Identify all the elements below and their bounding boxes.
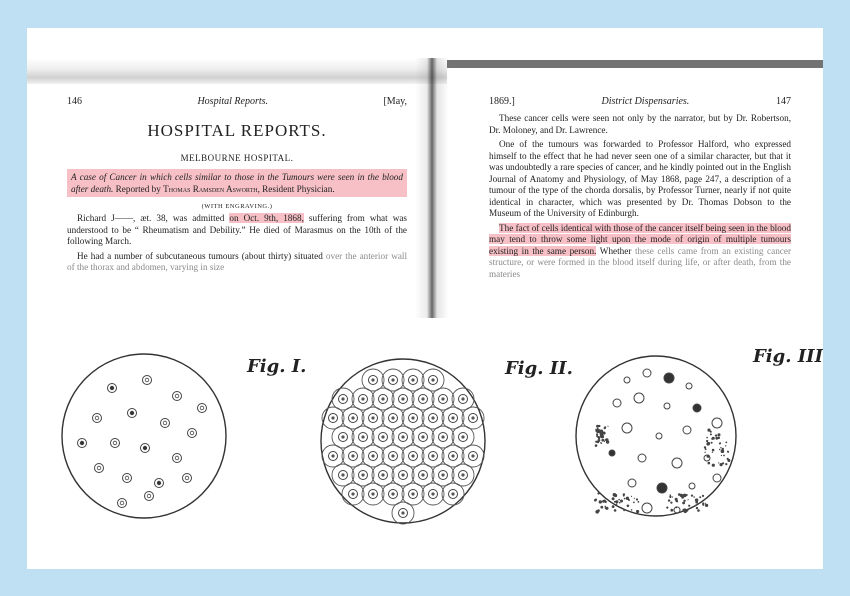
left-running-head [67,96,407,107]
left-page-number: 146 [67,96,82,107]
right-running-title: District Dispensaries. [601,96,690,107]
p3-rest: Whether [596,245,632,256]
p1-start: Richard J——, æt. 38, was admitted [77,213,230,223]
figure-3-circle [576,356,736,516]
figure-1-label: Fig. I. [247,356,307,377]
right-running-head [489,96,791,107]
abstract-role: , Resident Physician. [257,184,335,194]
highlighted-abstract [67,169,407,197]
hospital-heading: MELBOURNE HOSPITAL. [180,153,294,163]
right-paragraph-3 [489,223,791,281]
fig1-cells [78,376,207,508]
fig3-cells [594,369,730,514]
scan-shadow [27,58,447,84]
right-paragraph-2: One of the tumours was forwarded to Professor Halford, who expressed himself to the effect that he had never seen one of a similar character, but that it was undoubtedly a rare species of cancer, and he kindly pointed out in the English Journal of Anatomy and Physiology, of May 1868, page 247, a description of a tumour of the type of the chorda dorsalis, by Professor Turner, nearly if not quite identical in character, which was presented by Dr. Thomas Dobson to the Museum of the University of Edinburgh. [489,139,791,218]
section-title: HOSPITAL REPORTS. [147,121,327,140]
engraving-note: (WITH ENGRAVING.) [201,203,273,210]
p1-end: suffering from what was understood to be “ Rheumatism and Debility.” He died of Marasmus on the 10th of the following March. [67,213,407,246]
right-page-number: 147 [776,96,791,107]
figure-area [27,318,823,558]
abstract-author: Thomas Ramsden Asworth [163,184,258,194]
left-running-date: [May, [383,96,407,107]
abstract-italic: A case of Cancer in which cells similar to those in the Tumours were seen in the blood after death. [71,172,403,194]
right-paragraph-1: These cancer cells were seen not only by the narrator, but by Dr. Robertson, Dr. Moloney, and Dr. Lawrence. [489,113,791,135]
p2-text: He had a number of subcutaneous tumours (about thirty) situated [77,250,323,261]
figure-1-circle [62,354,226,518]
left-running-title: Hospital Reports. [197,96,269,107]
figures-svg [27,318,823,558]
highlighted-date: on Oct. 9th, 1868, [229,213,304,223]
figure-2-label: Fig. II. [505,358,573,379]
figure-3-label: Fig. III [753,346,823,367]
scanned-document [27,28,823,569]
abstract-reported: Reported by [113,184,164,194]
right-running-date: 1869.] [489,96,515,107]
left-paragraph-1 [67,213,407,248]
p3-faded: these cells came from an existing cancer structure, or were formed in the blood itself during life, or after death, from the materies [489,245,792,279]
left-paragraph-2 [67,251,407,274]
right-page [489,96,791,280]
figure-2-circle [321,359,485,524]
p2-faded: over the anterior wall of the thorax and abdomen, varying in size [67,250,408,272]
left-page [67,96,407,274]
scan-shadow-right [447,60,823,68]
highlighted-finding: The fact of cells identical with those of the cancer itself being seen in the blood may tend to throw some light upon the mode of origin of multiple tumours existing in the same person. [489,222,791,256]
book-gutter [415,58,449,318]
